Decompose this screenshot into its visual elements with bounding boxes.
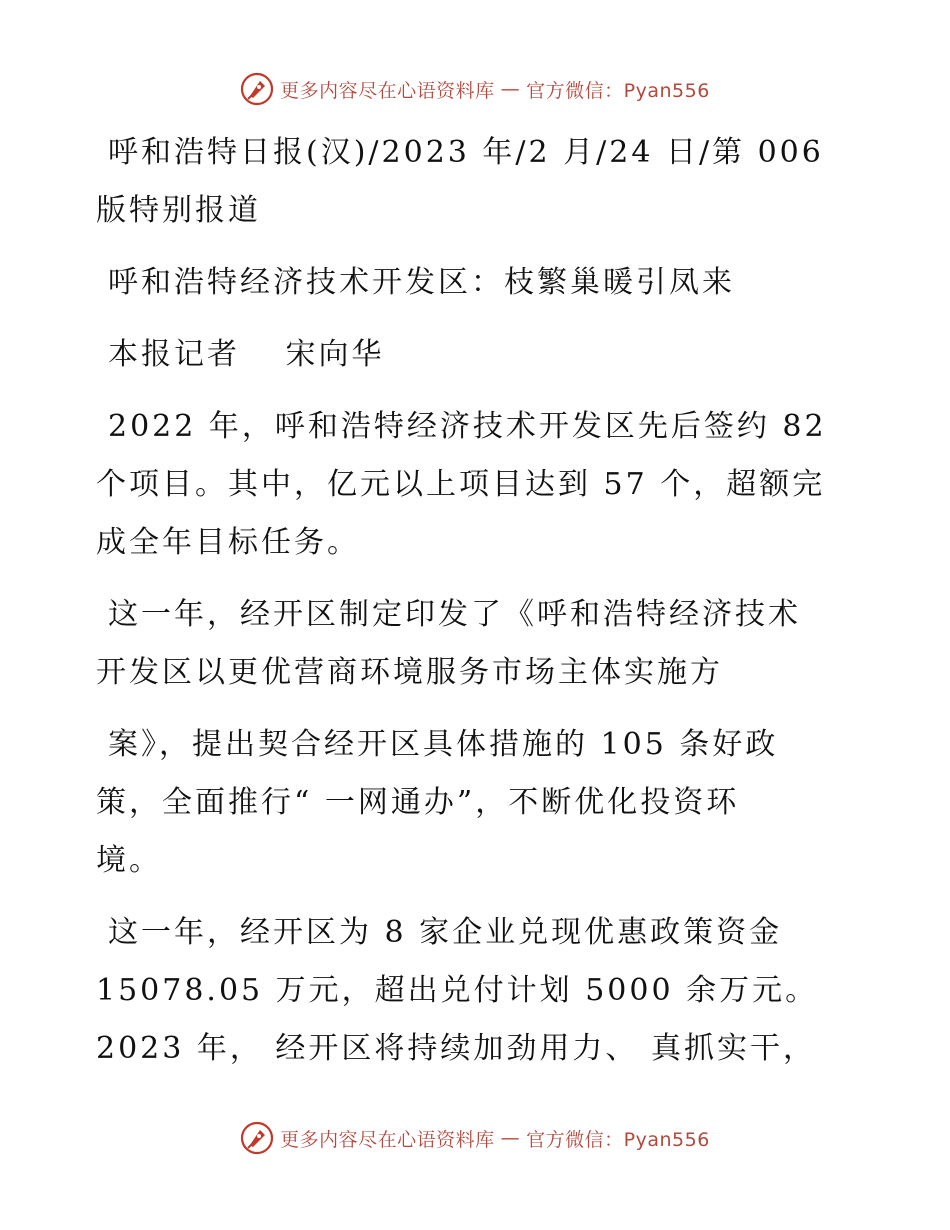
paragraph-2: 这一年，经开区制定印发了《呼和浩特经济技术 开发区以更优营商环境服务市场主体实施方 — [96, 597, 801, 690]
pen-nib-logo-icon — [240, 72, 274, 106]
paragraph-4: 这一年，经开区为 8 家企业兑现优惠政策资金 15078.05 万元，超出兑付计划 5000 余万元。 2023 年， 经开区将持续加劲用力、 真抓实干， — [96, 915, 819, 1066]
watermark-separator: — — [500, 78, 521, 100]
watermark-separator: — — [500, 1127, 521, 1149]
watermark-text: 更多内容尽在心语资料库 — [280, 79, 495, 102]
paragraph-3: 案》，提出契合经开区具体措施的 105 条好政 策，全面推行“ 一网通办”，不断优化投资环 境。 — [96, 727, 779, 878]
watermark-wechat: 官方微信：Pyan556 — [526, 79, 710, 102]
source-line — [96, 124, 856, 240]
article-body — [96, 124, 856, 1092]
headline: 呼和浩特经济技术开发区：枝繁巢暖引凤来 — [108, 265, 735, 300]
pen-nib-logo-icon — [240, 1121, 274, 1155]
watermark-text: 更多内容尽在心语资料库 — [280, 1128, 495, 1151]
paragraph-1: 2022 年，呼和浩特经济技术开发区先后签约 82 个项目。其中，亿元以上项目达到 57 个，超额完 成全年目标任务。 — [96, 409, 827, 560]
footer-watermark — [0, 1121, 950, 1155]
watermark-wechat: 官方微信：Pyan556 — [526, 1128, 710, 1151]
byline: 本报记者 宋向华 — [108, 337, 385, 372]
header-watermark — [0, 72, 950, 106]
source-line-2: 版特别报道 — [96, 193, 261, 228]
source-line-1: 呼和浩特日报(汉)/2023 年/2 月/24 日/第 006 — [108, 135, 824, 170]
